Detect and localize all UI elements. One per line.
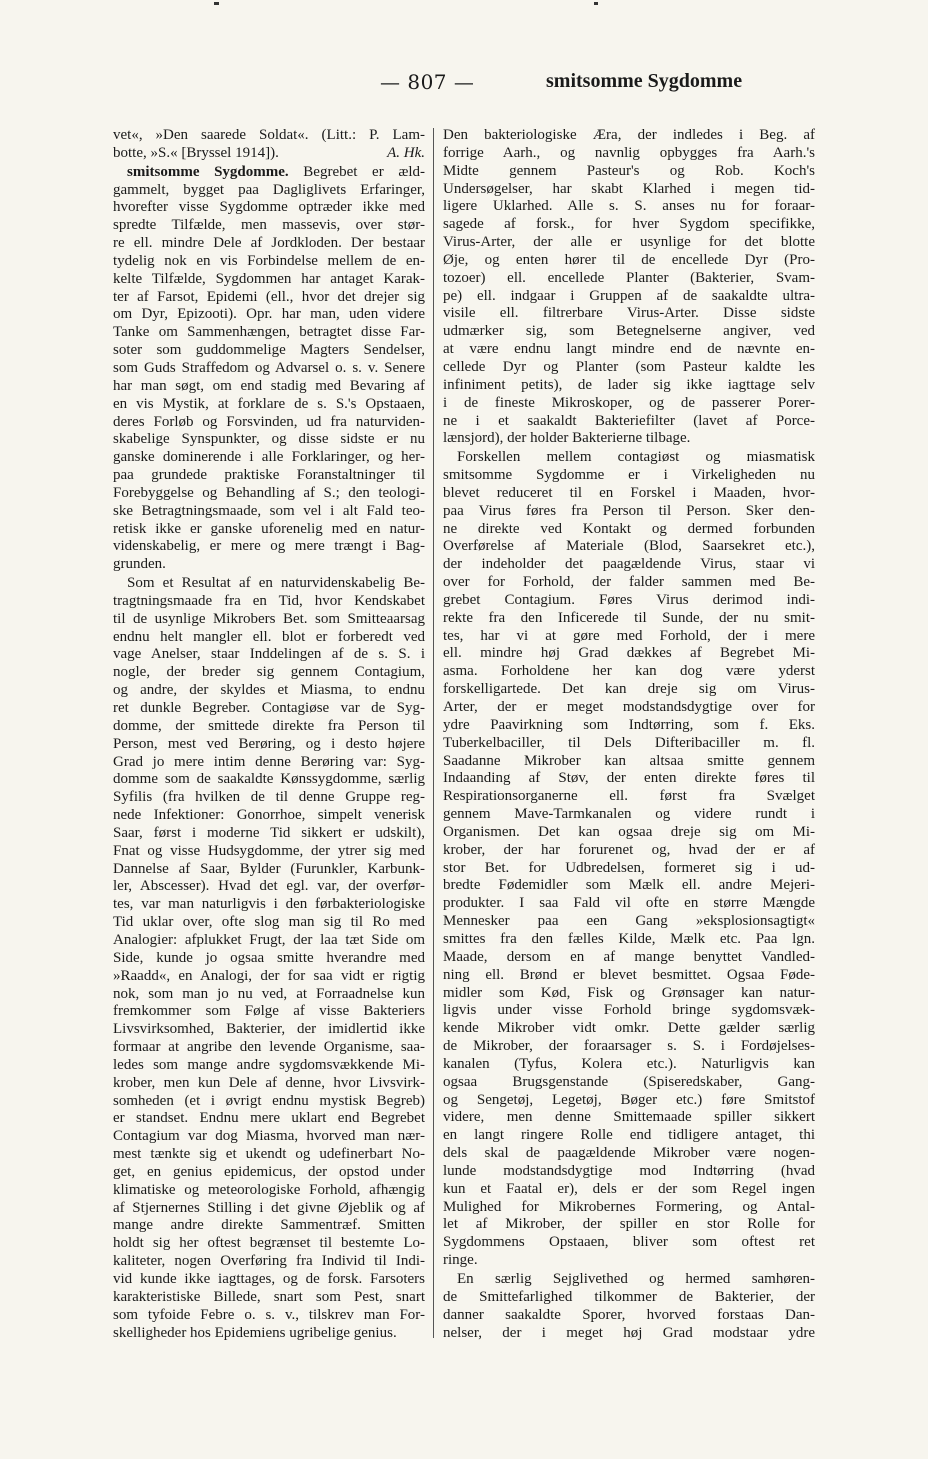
text-line: Øje, og enten hører til de encellede Dyr (Pro-: [443, 251, 815, 268]
text-line: Side, kunde jo ogsaa smitte hverandre med: [113, 949, 425, 966]
text-line: der indeholder det paagældende Virus, staar vi: [443, 556, 815, 573]
text-line: Midte gennem Pasteur's og Rob. Koch's: [443, 162, 815, 179]
text-line: har man søgt, om end stadig med Bevaring af: [113, 377, 425, 394]
text-line: ligvis under visse Forhold bringe sygdomsvæk-: [443, 1002, 815, 1019]
text-line: Arter, der er meget modstandsdygtige over for: [443, 699, 815, 715]
text-line: blevet reduceret til en Forskel i Maaden, hvor-: [443, 484, 815, 501]
entry-paragraph: [113, 164, 425, 574]
text-line: kanalen (Tyfus, Kolera etc.). Naturligvis kan: [443, 1055, 815, 1072]
text-line: Organismen. Det kan ogsaa dreje sig om Mi-: [443, 823, 815, 840]
text-line: forskelligartede. Det kan dreje sig om Virus-: [443, 681, 815, 698]
text-line: fremkommer som Følge af visse Bakteriers: [113, 1003, 425, 1020]
text-line: Indaanding af Støv, der enten direkte føres til: [443, 770, 815, 787]
text-line: skabelige Synspunkter, og disse sidste er nu: [113, 431, 425, 448]
text-line: gennem Mave-Tarmkanalen og videre rundt i: [443, 806, 815, 823]
text-line: Contagium var dog Miasma, hvorved man nær-: [113, 1128, 425, 1145]
text-line: ne i et saakaldt Bakteriefilter (lavet af Porce-: [443, 412, 815, 429]
text-line: hvorefter visse Sygdomme optræder ikke med: [113, 199, 425, 216]
text-line: kun et Faatal er), dels er der som Regel ingen: [443, 1180, 815, 1197]
text-line: [113, 145, 425, 163]
text-line: at være endnu langt mindre end de nævnte en-: [443, 341, 815, 358]
text-line: de Mikrober, der foraarsager s. S. i Fordøjelses-: [443, 1038, 815, 1055]
text-line: Syfilis (fra hvilken de til denne Gruppe reg-: [113, 789, 425, 806]
text-line: soter som guddommelige Magters Sendelser,: [113, 342, 425, 359]
text-line: ne direkte ved Kontakt og dermed forbunden: [443, 520, 815, 537]
text-line: tes, var man naturligvis i den førbakteriologiske: [113, 896, 425, 913]
text-line: Fnat og visse Hudsygdomme, der ytrer sig med: [113, 842, 425, 859]
column-divider: [433, 128, 434, 1338]
text-line: cellede Dyr og Planter (som Pasteur kaldte les: [443, 358, 815, 375]
text-line: som tyfoide Febre o. s. v., tilskrev man For-: [113, 1306, 425, 1323]
text-line: endnu helt mangler ell. blot er forberedt ved: [113, 628, 425, 645]
text-line: lænsjord), der holder Bakterierne tilbage.: [443, 430, 691, 447]
text-line: Person, mest ved Berøring, og i desto højere: [113, 735, 425, 752]
text-line: ydre Paavirkning som Indtørring, som f. Eks.: [443, 716, 815, 733]
text-line: Undersøgelser, har skabt Klarhed i megen tid-: [443, 180, 815, 197]
text-line: nelser, der i meget høj Grad modstaar ydre: [443, 1324, 815, 1341]
text-line: nede Infektioner: Gonorrhoe, simpelt venerisk: [113, 807, 425, 824]
text-line: som Guds Straffedom og Advarsel o. s. v. Senere: [113, 359, 425, 376]
paragraph: [443, 449, 815, 1270]
text-line: krober, der har forurenet og, hvad der er af: [443, 841, 815, 858]
text-line: og Sengetøj, Legetøj, Bøger etc.) føre Smitstof: [443, 1091, 815, 1108]
text-line: tes, har vi at gøre med Forhold, der i mere: [443, 627, 815, 644]
text-line: forrige Aarh., og navnlig opbygges fra Aarh.'s: [443, 144, 815, 161]
text-line: let af Mikrober, der spiller en stor Rolle for: [443, 1216, 815, 1233]
text-line: ret dunkle Begreber. Contagiøse var de Syg-: [113, 700, 425, 716]
text-line: til de usynlige Mikrobers Bet. som Smitteaarsag: [113, 610, 425, 627]
text-line: smitsomme Sygdomme er i Virkeligheden nu: [443, 467, 815, 484]
text-line: vid kunde ikke iagttages, og de forsk. Farsoters: [113, 1271, 425, 1287]
text-line: ell. mindre høj Grad dækkes af Begrebet Mi-: [443, 645, 815, 662]
paragraph-continuation: [113, 127, 425, 163]
text-line: tydelig nok en vis Forbindelse mellem de en-: [113, 252, 425, 269]
text-line: retisk ikke er ganske uforenelig med en natur-: [113, 520, 425, 537]
right-column: [443, 127, 815, 1342]
text-line: ganske dominerende i alle Forklaringer, og her-: [113, 449, 425, 466]
text-line: danner saakaldte Sporer, hvorved forstaas Dan-: [443, 1306, 815, 1323]
text-line: udmærker sig, som Betegnelserne angiver, ved: [443, 323, 815, 340]
text-line: dels skal de paagældende Mikrober være nogen-: [443, 1145, 815, 1162]
text-line: ler, Abscesser). Hvad det egl. var, der overfør-: [113, 878, 425, 895]
text-line: i de fineste Mikroskoper, og de passerer Porer-: [443, 394, 815, 411]
text-line: formaar at angribe den levende Organisme, saa-: [113, 1039, 425, 1056]
text-line: vet«, »Den saarede Soldat«. (Litt.: P. Lam-: [113, 127, 425, 143]
text-line: karakteristiske Billede, snart som Pest, snart: [113, 1288, 425, 1305]
text-line: produkter. I saa Fald vil ofte en større Mængde: [443, 895, 815, 912]
text-line: tozoer) ell. encellede Planter (Bakterier, Svam-: [443, 269, 815, 286]
text-line: holdt sig her oftest begrænset til bestemte Lo-: [113, 1235, 425, 1252]
text-line: paa Virus føres fra Person til Person. Sker den-: [443, 502, 815, 519]
text-line: ske Betragtningsmaade, som vel i alt Fald teo-: [113, 502, 425, 519]
text-line: »Raadd«, en Analogi, der for saa vidt er rigtig: [113, 967, 425, 984]
text-line: Tanke om Sammenhængen, betragtet disse Far-: [113, 324, 425, 341]
text-line: videre, men denne Smittemaade spiller sikkert: [443, 1109, 815, 1126]
text-line: nogle, der breder sig gennem Contagium,: [113, 664, 425, 681]
text-line: Respirationsorganerne ell. først fra Svælget: [443, 788, 815, 805]
entry-text: Begrebet er æld-: [288, 163, 425, 180]
text-line: og andre, der skyldes et Miasma, to endnu: [113, 682, 425, 699]
paragraph: [443, 1271, 815, 1342]
text-line: videnskabelig, er mere og mere trængt i Bag-: [113, 538, 425, 555]
scan-top-mark: [214, 2, 219, 5]
text-line: En særlig Sejglivethed og hermed samhøren-: [457, 1271, 815, 1287]
entry-headword: smitsomme Sygdomme.: [127, 163, 289, 180]
text-line: ledes som mange andre sygdomsvækkende Mi-: [113, 1056, 425, 1073]
text-line: get, en genius epidemicus, der opstod under: [113, 1163, 425, 1180]
text-line: paa grundede praktiske Foranstaltninger til: [113, 467, 425, 484]
paragraph: [113, 575, 425, 1342]
text-line: pe) ell. indgaar i Gruppen af de saakaldte ultra-: [443, 287, 815, 304]
text-line: [113, 164, 425, 182]
text-line: Virus-Arter, der alle er usynlige for det blotte: [443, 234, 815, 251]
text-line: tragtningsmaade fra en Tid, hvor Kendskabet: [113, 592, 425, 609]
text-line: domme, der smittede direkte fra Person til: [113, 717, 425, 734]
text-line: stor Bet. for Udbredelsen, formeret sig i ud-: [443, 859, 815, 876]
page-number: — 807 —: [380, 70, 475, 94]
text-line: Mulighed for Mikrobernes Formering, og Antal-: [443, 1198, 815, 1215]
text-line: nok, som man jo nu ved, at Forraadnelse kun: [113, 985, 425, 1002]
text-line: en langt ringere Rolle end tidligere antaget, thi: [443, 1127, 815, 1144]
text-line: kende Mikrober vidt omkr. Dette gælder særlig: [443, 1020, 815, 1037]
text-line: infiniment petits), de lader sig ikke iagttage selv: [443, 376, 815, 393]
text-line: Forebyggelse og Behandling af S.; den teologi-: [113, 484, 425, 501]
citation-text: botte, »S.« [Bryssel 1914]).: [113, 144, 279, 161]
text-line: domme som de saakaldte Kønssygdomme, særlig: [113, 771, 425, 788]
text-line: en vis Mystik, at forklare de s. S.'s Opstaaen,: [113, 395, 425, 412]
text-line: de Smittefarlighed tilkommer de Bakterier, der: [443, 1288, 815, 1305]
text-line: bredte Fødemidler som Mælk ell. andre Mejeri-: [443, 877, 815, 894]
text-line: lunde modstandsdygtige mod Indtørring (hvad: [443, 1162, 815, 1179]
text-line: Grad jo mere intim denne Berøring var: Syg-: [113, 753, 425, 770]
text-line: grebet Contagium. Føres Virus derimod indi-: [443, 591, 815, 608]
text-line: rekte fra den Inficerede til Sunde, der nu smit-: [443, 609, 815, 626]
text-line: Som et Resultat af en naturvidenskabelig Be-: [127, 575, 425, 592]
text-line: om Dyr, Epizooti). Opr. har man, uden videre: [113, 306, 425, 323]
text-line: re ell. mindre Dele af Jordkloden. Der bestaar: [113, 235, 425, 252]
left-column: [113, 127, 425, 1342]
scan-top-mark: [594, 2, 598, 5]
text-line: smittes fra den fælles Kilde, Mælk etc. Paa lgn.: [443, 930, 815, 947]
text-line: vage Anelser, staar Inddelingen af de s. S. i: [113, 646, 425, 663]
page-header: [0, 70, 928, 100]
text-line: midler som Kød, Fisk og Grønsager kan natur-: [443, 984, 815, 1001]
text-line: Maade, dersom en af mange benyttet Vandled-: [443, 948, 815, 965]
text-line: Saadanne Mikrober kan altsaa smitte gennem: [443, 752, 815, 769]
text-line: af Stjernernes Stilling i det givne Øjeblik og af: [113, 1199, 425, 1216]
text-line: Tuberkelbaciller, til Dels Difteribaciller m. fl.: [443, 734, 815, 751]
text-line: visile ell. filtrerbare Virus-Arter. Disse sidste: [443, 305, 815, 322]
text-line: Saar, først i moderne Tid sikkert er udskilt),: [113, 824, 425, 841]
text-line: Sygdommens Opstaaen, bliver som oftest ret: [443, 1234, 815, 1251]
text-line: Analogier: afplukket Frugt, der laa tæt Side om: [113, 931, 425, 948]
text-line: somheden (et i øvrigt endnu mystisk Begreb): [113, 1092, 425, 1109]
text-line: ligere Uklarhed. Alle s. S. anses nu for foraar-: [443, 198, 815, 215]
text-line: asma. Forholdene her kan dog være yderst: [443, 663, 815, 680]
text-line: Overførelse af Materiale (Blod, Saarsekret etc.),: [443, 538, 815, 555]
running-head: smitsomme Sygdomme: [546, 70, 743, 92]
text-line: sagede af forsk., for hver Sygdom specifikke,: [443, 216, 815, 233]
text-line: gammelt, bygget paa Dagliglivets Erfaringer,: [113, 181, 425, 198]
text-line: Dannelse af Saar, Bylder (Furunkler, Karbunk-: [113, 860, 425, 877]
text-line: er standset. Endnu mere uklart end Begrebet: [113, 1110, 425, 1127]
text-line: Mennesker paa een Gang »eksplosionsagtigt«: [443, 913, 815, 930]
text-line: Tid uklar over, ofte slog man sig til Ro med: [113, 914, 425, 931]
text-line: mest tænkte sig et ukendt og udefinerbart No-: [113, 1146, 425, 1163]
author-signature: A. Hk.: [387, 144, 425, 161]
text-line: over for Forhold, der falder sammen med Be-: [443, 574, 815, 591]
text-line: kelte Tilfælde, Sygdommen har antaget Karak-: [113, 270, 425, 287]
text-line: ning ell. Brønd er blevet besmittet. Ogsaa Føde-: [443, 966, 815, 983]
text-line: ringe.: [443, 1252, 478, 1269]
text-line: Den bakteriologiske Æra, der indledes i Beg. af: [443, 127, 815, 143]
text-line: mange andre direkte Sammentræf. Smitten: [113, 1217, 425, 1234]
text-line: skelligheder hos Epidemiens ugribelige genius.: [113, 1324, 397, 1341]
text-line: Livsvirksomhed, Bakterier, der imidlertid ikke: [113, 1021, 425, 1038]
text-line: krober, men kun Dele af denne, hvor Livsvirk-: [113, 1074, 425, 1091]
text-line: kaliteter, nogen Overføring fra Individ til Indi-: [113, 1253, 425, 1270]
text-line: ter af Farsot, Epidemi (ell., hvor det drejer sig: [113, 288, 425, 305]
text-line: Forskellen mellem contagiøst og miasmatisk: [457, 449, 815, 466]
text-line: deres Forløb og Forsvinden, ud fra naturviden-: [113, 413, 425, 430]
text-line: spredte Tilfælde, men massevis, over stør-: [113, 217, 425, 234]
text-line: ogsaa Brugsgenstande (Spiseredskaber, Gang-: [443, 1073, 815, 1090]
paragraph: [443, 127, 815, 448]
text-line: klimatiske og meteorologiske Forhold, afhængig: [113, 1181, 425, 1198]
text-line: grunden.: [113, 556, 166, 573]
